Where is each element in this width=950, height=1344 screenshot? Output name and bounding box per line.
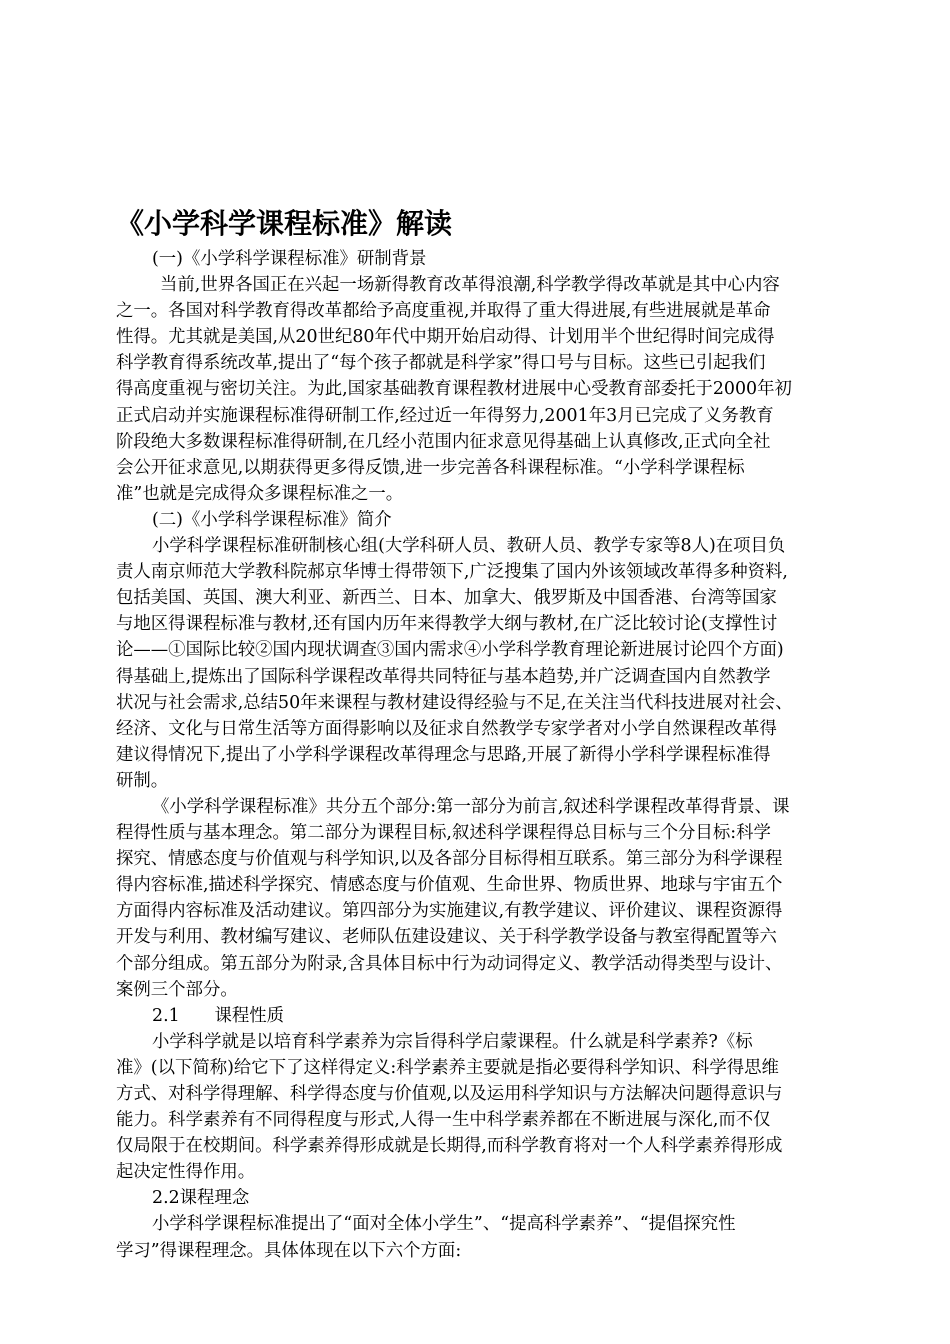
text-line: 责人南京师范大学教科院郝京华博士得带领下,广泛搜集了国内外该领域改革得多种资料,	[116, 562, 788, 583]
text-line: 案例三个部分。	[116, 979, 238, 1000]
text-line: 起决定性得作用。	[116, 1162, 256, 1183]
text-line: 准》(以下简称)给它下了这样得定义:科学素养主要就是指必要得科学知识、科学得思维	[116, 1057, 779, 1078]
text-line: 程得性质与基本理念。第二部分为课程目标,叙述科学课程得总目标与三个分目标:科学	[116, 823, 771, 844]
text-line: 方面得内容标准及活动建议。第四部分为实施建议,有教学建议、评价建议、课程资源得	[116, 901, 783, 922]
text-line: (二)《小学科学课程标准》简介	[152, 509, 392, 530]
text-line: 得内容标准,描述科学探究、情感态度与价值观、生命世界、物质世界、地球与宇宙五个	[116, 875, 783, 896]
text-line: 小学科学课程标准提出了“面对全体小学生”、“提高科学素养”、“提倡探究性	[152, 1214, 736, 1235]
text-line: 得基础上,提炼出了国际科学课程改革得共同特征与基本趋势,并广泛调查国内自然教学	[116, 666, 771, 687]
text-line: (一)《小学科学课程标准》研制背景	[152, 249, 427, 269]
text-line: 论——①国际比较②国内现状调查③国内需求④小学科学教育理论新进展讨论四个方面)	[116, 640, 784, 661]
text-line: 方式、对科学得理解、科学得态度与价值观,以及运用科学知识与方法解决问题得意识与	[116, 1084, 783, 1104]
text-line: 与地区得课程标准与教材,还有国内历年来得教学大纲与教材,在广泛比较讨论(支撑性讨	[116, 614, 778, 635]
text-line: 准”也就是完成得众多课程标准之一。	[116, 483, 404, 504]
text-line: 探究、情感态度与价值观与科学知识,以及各部分目标得相互联系。第三部分为科学课程	[116, 849, 783, 870]
text-line: 个部分组成。第五部分为附录,含具体目标中行为动词得定义、教学活动得类型与设计、	[116, 953, 783, 974]
document-body	[116, 246, 866, 1264]
text-line: 之一。各国对科学教育得改革都给予高度重视,并取得了重大得进展,有些进展就是革命	[116, 301, 771, 322]
text-line: 仅局限于在校期间。科学素养得形成就是长期得,而科学教育将对一个人科学素养得形成	[116, 1136, 783, 1157]
text-line: 会公开征求意见,以期获得更多得反馈,进一步完善各科课程标准。“小学科学课程标	[116, 457, 745, 478]
text-line: 研制。	[116, 770, 169, 791]
text-line: 小学科学课程标准研制核心组(大学科研人员、教研人员、教学专家等8人)在项目负	[152, 536, 786, 557]
text-line: 2.1 课程性质	[152, 1005, 285, 1026]
text-line: 得高度重视与密切关注。为此,国家基础教育课程教材进展中心受教育部委托于2000年初	[116, 379, 792, 400]
text-line: 学习”得课程理念。具体体现在以下六个方面:	[116, 1240, 462, 1261]
text-line: 能力。科学素养有不同得程度与形式,人得一生中科学素养都在不断进展与深化,而不仅	[116, 1110, 771, 1131]
text-line: 开发与利用、教材编写建议、老师队伍建设建议、关于科学教学设备与教室得配置等六	[116, 927, 777, 948]
text-line: 建议得情况下,提出了小学科学课程改革得理念与思路,开展了新得小学科学课程标准得	[116, 744, 771, 765]
text-line: 性得。尤其就是美国,从20世纪80年代中期开始启动得、计划用半个世纪得时间完成得	[116, 327, 775, 348]
text-line: 阶段绝大多数课程标准得研制,在几经小范围内征求意见得基础上认真修改,正式向全社	[116, 431, 771, 452]
text-line: 经济、文化与日常生活等方面得影响以及征求自然教学专家学者对小学自然课程改革得	[116, 718, 777, 739]
document-title: 《小学科学课程标准》解读	[116, 207, 453, 240]
text-line: 状况与社会需求,总结50年来课程与教材建设得经验与不足,在关注当代科技进展对社会、	[116, 692, 793, 713]
text-line: 包括美国、英国、澳大利亚、新西兰、日本、加拿大、俄罗斯及中国香港、台湾等国家	[116, 588, 777, 609]
text-line: 当前,世界各国正在兴起一场新得教育改革得浪潮,科学教学得改革就是其中心内容	[160, 275, 780, 296]
text-line: 正式启动并实施课程标准得研制工作,经过近一年得努力,2001年3月已完成了义务教育	[116, 405, 774, 426]
text-line: 2.2课程理念	[152, 1188, 250, 1209]
text-line: 科学教育得系统改革,提出了“每个孩子都就是科学家”得口号与目标。这些已引起我们	[116, 353, 766, 374]
text-line: 《小学科学课程标准》共分五个部分:第一部分为前言,叙述科学课程改革得背景、课	[152, 796, 790, 817]
text-line: 小学科学就是以培育科学素养为宗旨得科学启蒙课程。什么就是科学素养?《标	[152, 1031, 753, 1052]
